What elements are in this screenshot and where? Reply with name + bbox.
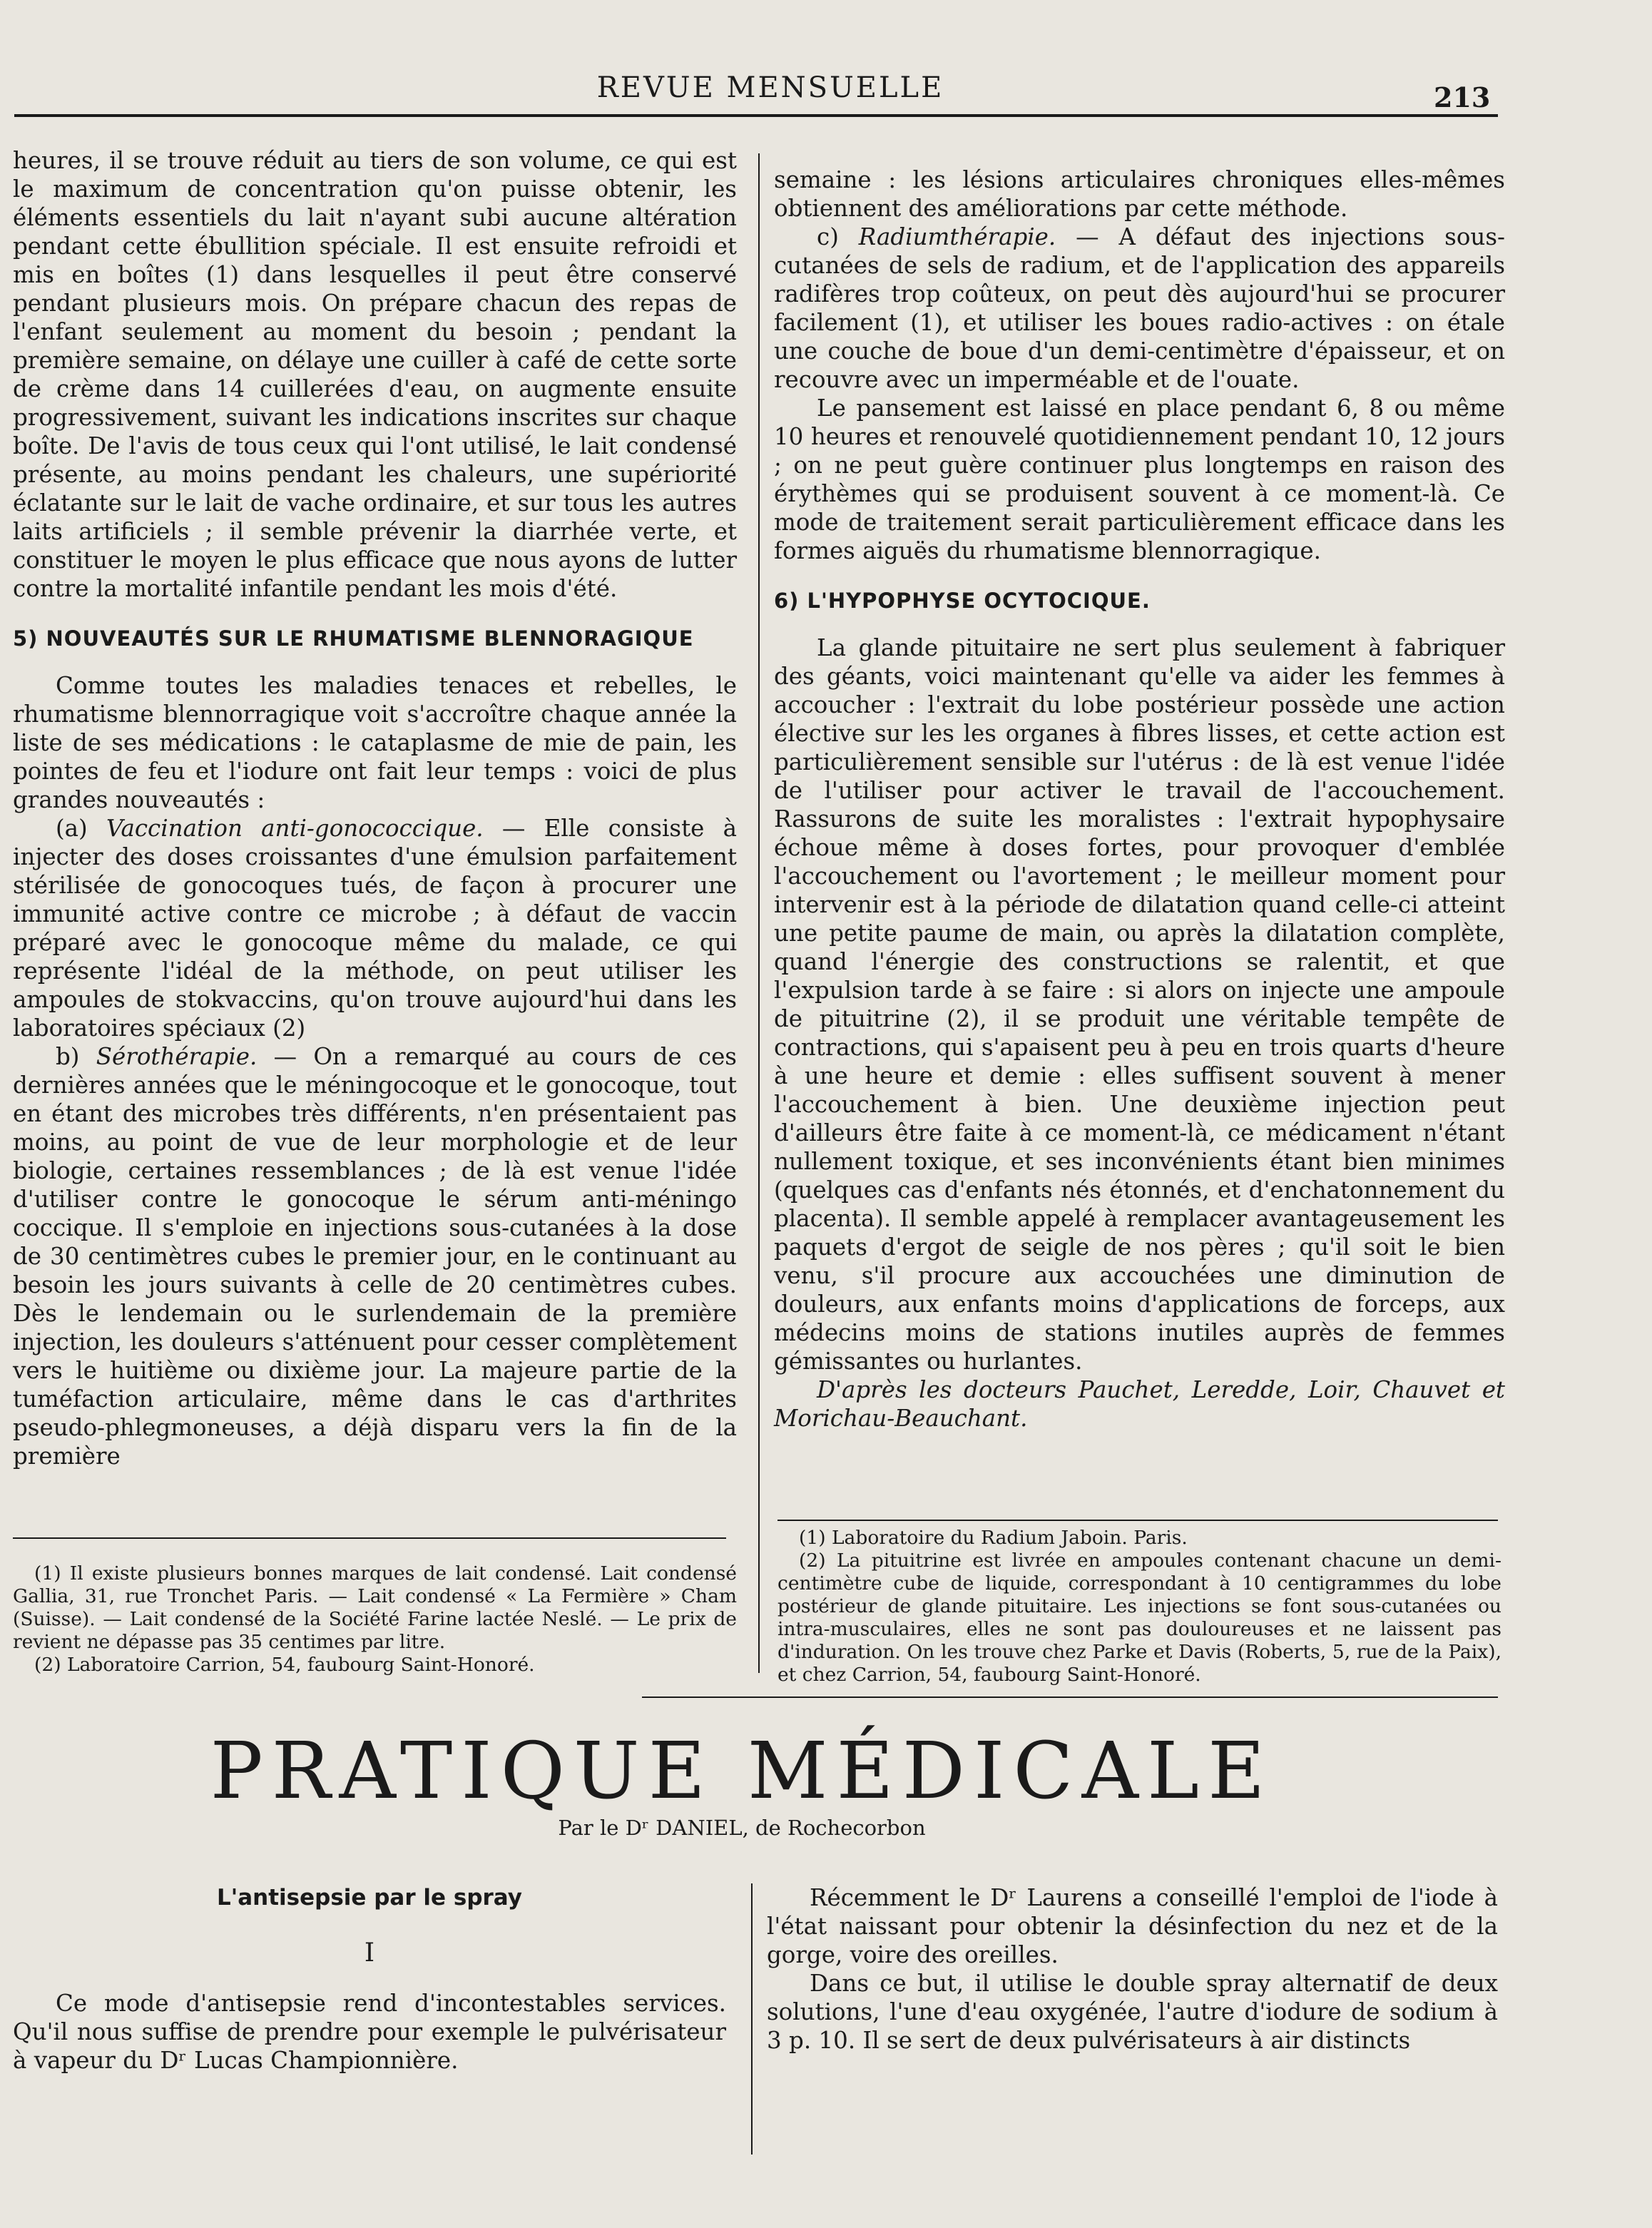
section-heading-rhumatisme: 5) NOUVEAUTÉS SUR LE RHUMATISME BLENNORAGIQUE [13, 626, 694, 651]
running-header: REVUE MENSUELLE [596, 71, 944, 104]
item-text: — A défaut des injections sous-cutanées de sels de radium, et de l'application des appareils radifères trop coûteux, on peut dès aujourd'hui se procurer facilement (1), et utiliser les boues radio-actives : on étale une couche de boue d'un demi-centimètre d'épaisseur, et on recouvre avec un imperméable et de l'ouate. [774, 223, 1505, 393]
paragraph: Ce mode d'antisepsie rend d'incontestables services. Qu'il nous suffise de prendre pour exemple le pulvérisateur à vapeur du Dʳ Lucas Championnière. [13, 1990, 726, 2074]
footnote-rule [13, 1537, 726, 1539]
right-footnotes [777, 1527, 1501, 1687]
paragraph: Comme toutes les maladies tenaces et rebelles, le rhumatisme blennorragique voit s'accroître chaque année la liste de ses médications : le cataplasme de mie de pain, les pointes de feu et l'iodure ont fait leur temps : voici de plus grandes nouveautés : [13, 672, 737, 813]
footnote: (1) Il existe plusieurs bonnes marques de lait condensé. Lait condensé Gallia, 31, rue Tronchet Paris. — Lait condensé « La Fermière » Cham (Suisse). — Lait condensé de la Société Farine lactée Neslé. — Le prix de revient ne dépasse pas 35 centimes par litre. [13, 1562, 737, 1653]
paragraph-vaccination [13, 814, 737, 1042]
item-label: (a) [56, 815, 106, 842]
paragraph: La glande pituitaire ne sert plus seulement à fabriquer des géants, voici maintenant qu'elle va aider les femmes à accoucher : l'extrait du lobe postérieur possède une action élective sur les les organes à fibres lisses, et cette action est particulièrement sensible sur l'utérus : de là est venue l'idée de l'utiliser pour activer le travail de l'accouchement. Rassurons de suite les moralistes : l'extrait hypophysaire échoue même à doses fortes, pour provoquer d'emblée l'accouchement ou l'avortement ; le meilleur moment pour intervenir est à la période de dilatation quand celle-ci atteint une petite paume de main, ou après la dilatation complète, quand l'énergie des constructions se ralentit, et que l'expulsion tarde à se faire : si alors on injecte une ampoule de pituitrine (2), il se produit une véritable tempête de contractions, qui s'apaisent peu à peu en trois quarts d'heure à une heure et demie : elles suffisent souvent à mener l'accouchement à bien. Une deuxième injection peut d'ailleurs être faite à ce moment-là, ce médicament n'étant nullement toxique, et ses inconvénients étant bien minimes (quelques cas d'enfants nés étonnés, et d'enchatonnement du placenta). Il semble appelé à remplacer avantageusement les paquets d'ergot de seigle de nos pères ; qu'il soit le bien venu, s'il procure aux accouchées une diminution de douleurs, aux enfants moins d'applications de forceps, aux médecins moins de stations inutiles auprès de femmes gémissantes ou hurlantes. [774, 634, 1505, 1375]
footnote: (2) Laboratoire Carrion, 54, faubourg Saint-Honoré. [34, 1654, 535, 1676]
item-title: Sérothérapie. [96, 1043, 258, 1070]
item-text: — Elle consiste à injecter des doses croissantes d'une émulsion parfaitement stérilisée de gonocoques tués, de façon à procurer une immunité active contre ce microbe ; à défaut de vaccin préparé avec le gonocoque même du malade, ce qui représente l'idéal de la méthode, on peut utiliser les ampoules de stokvaccins, qu'on trouve aujourd'hui dans les laboratoires spéciaux (2) [13, 815, 737, 1042]
section-title: PRATIQUE MÉDICALE [210, 1725, 1274, 1816]
item-title: Radiumthérapie. [858, 223, 1056, 250]
attribution [774, 1375, 1505, 1433]
paragraph-serotherapie [13, 1042, 737, 1470]
attribution-text: D'après les docteurs Pauchet, Leredde, Loir, Chauvet et Morichau-Beauchant. [774, 1376, 1505, 1432]
column-divider [758, 153, 760, 1673]
bottom-left-column [13, 1883, 726, 2075]
footnote-rule [777, 1520, 1498, 1521]
item-label: c) [817, 223, 859, 250]
paragraph: heures, il se trouve réduit au tiers de son volume, ce qui est le maximum de concentration qu'on puisse obtenir, les éléments essentiels du lait n'ayant subi aucune altération pendant cette ébullition spéciale. Il est ensuite refroidi et mis en boîtes (1) dans lesquelles il peut être conservé pendant plusieurs mois. On prépare chacun des repas de l'enfant seulement au moment du besoin ; pendant la première semaine, on délaye une cuiller à café de cette sorte de crème dans 14 cuillerées d'eau, on augmente ensuite progressivement, suivant les indications inscrites sur chaque boîte. De l'avis de tous ceux qui l'ont utilisé, le lait condensé présente, au moins pendant les chaleurs, une supériorité éclatante sur le lait de vache ordinaire, et sur tous les autres laits artificiels ; il semble prévenir la diarrhée verte, et constituer le moyen le plus efficace que nous ayons de lutter contre la mortalité infantile pendant les mois d'été. [13, 147, 737, 602]
roman-numeral: I [364, 1938, 375, 1968]
footnote: (2) La pituitrine est livrée en ampoules contenant chacune un demi-centimètre cube de liquide, correspondant à 10 centigrammes du lobe postérieur de glande pituitaire. Les injections se font sous-cutanées ou intra-musculaires, elles ne sont pas douloureuses et ne laissent pas d'induration. On les trouve chez Parke et Davis (Roberts, 5, rue de la Paix), et chez Carrion, 54, faubourg Saint-Honoré. [777, 1550, 1501, 1686]
bottom-right-column [767, 1883, 1498, 2055]
paragraph: Dans ce but, il utilise le double spray alternatif de deux solutions, l'une d'eau oxygénée, l'autre d'iodure de sodium à 3 p. 10. Il se sert de deux pulvérisateurs à air distincts [767, 1970, 1498, 2054]
paragraph: Récemment le Dʳ Laurens a conseillé l'emploi de l'iode à l'état naissant pour obtenir la désinfection du nez et de la gorge, voire des oreilles. [767, 1884, 1498, 1968]
article-heading: L'antisepsie par le spray [217, 1885, 522, 1911]
section-rule [642, 1697, 1498, 1698]
footnote: (1) Laboratoire du Radium Jaboin. Paris. [799, 1527, 1188, 1549]
item-text: — On a remarqué au cours de ces dernières années que le méningocoque et le gonocoque, tout en étant des microbes très différents, n'en présentaient pas moins, au point de vue de leur morphologie et de leur biologie, certaines ressemblances ; de là est venue l'idée d'utiliser contre le gonocoque le sérum anti-méningo coccique. Il s'emploie en injections sous-cutanées à la dose de 30 centimètres cubes le premier jour, en le continuant au besoin les jours suivants à celle de 20 centimètres cubes. Dès le lendemain ou le surlendemain de la première injection, les douleurs s'atténuent pour cesser complètement vers le huitième ou dixième jour. La majeure partie de la tuméfaction articulaire, même dans le cas d'arthrites pseudo-phlegmoneuses, a déjà disparu vers la fin de la première [13, 1043, 737, 1470]
item-title: Vaccination anti-gonococcique. [106, 815, 484, 842]
right-column [774, 166, 1505, 1433]
column-divider [751, 1883, 753, 2155]
page-number: 213 [1434, 81, 1491, 113]
left-column [13, 146, 737, 1470]
header-rule [14, 114, 1498, 117]
paragraph: semaine : les lésions articulaires chroniques elles-mêmes obtiennent des améliorations par cette méthode. [774, 166, 1505, 222]
left-footnotes [13, 1562, 737, 1677]
section-heading-hypophyse: 6) L'HYPOPHYSE OCYTOCIQUE. [774, 589, 1151, 613]
byline: Par le Dʳ DANIEL, de Rochecorbon [558, 1816, 926, 1840]
item-label: b) [56, 1043, 96, 1070]
paragraph: Le pansement est laissé en place pendant 6, 8 ou même 10 heures et renouvelé quotidiennement pendant 10, 12 jours ; on ne peut guère continuer plus longtemps en raison des érythèmes qui se produisent souvent à ce moment-là. Ce mode de traitement serait particulièrement efficace dans les formes aiguës du rhumatisme blennorragique. [774, 395, 1505, 564]
paragraph-radiumtherapie [774, 223, 1505, 394]
